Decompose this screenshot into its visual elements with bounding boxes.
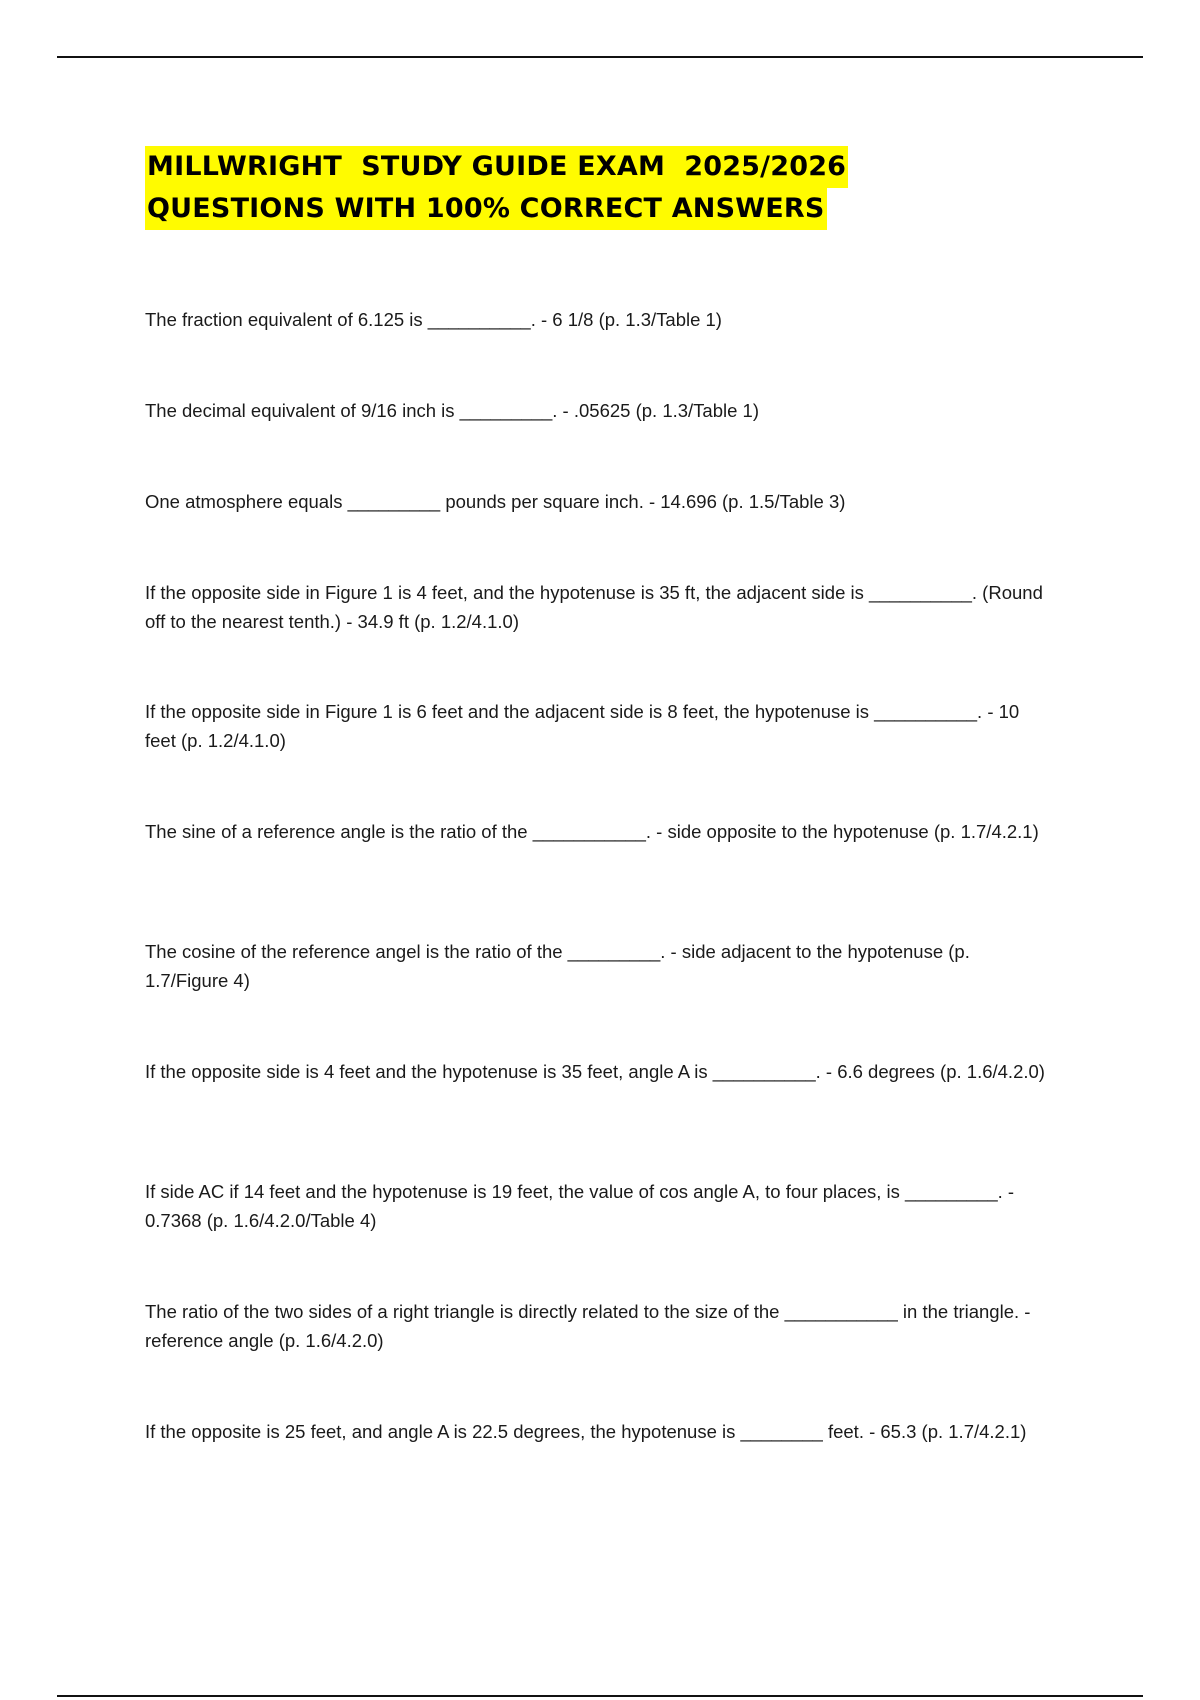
question-item: If the opposite side is 4 feet and the hypotenuse is 35 feet, angle A is __________. - 6.6 degrees (p. 1.6/4.2.0): [145, 1061, 1045, 1082]
question-item: The ratio of the two sides of a right triangle is directly related to the size of the ___________ in the triangle. - reference angle (p. 1.6/4.2.0): [145, 1301, 1031, 1351]
title-line-1: MILLWRIGHT STUDY GUIDE EXAM 2025/2026: [145, 146, 848, 188]
question-item: If the opposite is 25 feet, and angle A is 22.5 degrees, the hypotenuse is ________ feet. - 65.3 (p. 1.7/4.2.1): [145, 1421, 1027, 1442]
document-title: [145, 146, 848, 230]
question-item: The sine of a reference angle is the ratio of the ___________. - side opposite to the hypotenuse (p. 1.7/4.2.1): [145, 821, 1039, 842]
question-item: The decimal equivalent of 9/16 inch is _________. - .05625 (p. 1.3/Table 1): [145, 400, 759, 421]
question-item: If side AC if 14 feet and the hypotenuse is 19 feet, the value of cos angle A, to four places, is _________. - 0.7368 (p. 1.6/4.2.0/Table 4): [145, 1181, 1015, 1231]
question-item: If the opposite side in Figure 1 is 6 feet and the adjacent side is 8 feet, the hypotenuse is __________. - 10 feet (p. 1.2/4.1.0): [145, 701, 1020, 751]
question-item: If the opposite side in Figure 1 is 4 feet, and the hypotenuse is 35 ft, the adjacent side is __________. (Round off to the nearest tenth.) - 34.9 ft (p. 1.2/4.1.0): [145, 582, 1043, 632]
question-item: The fraction equivalent of 6.125 is __________. - 6 1/8 (p. 1.3/Table 1): [145, 309, 722, 330]
top-rule: [57, 56, 1143, 58]
bottom-rule: [57, 1695, 1143, 1697]
question-item: The cosine of the reference angel is the ratio of the _________. - side adjacent to the hypotenuse (p. 1.7/Figure 4): [145, 941, 970, 991]
question-item: One atmosphere equals _________ pounds per square inch. - 14.696 (p. 1.5/Table 3): [145, 491, 846, 512]
title-line-2: QUESTIONS WITH 100% CORRECT ANSWERS: [145, 188, 827, 230]
